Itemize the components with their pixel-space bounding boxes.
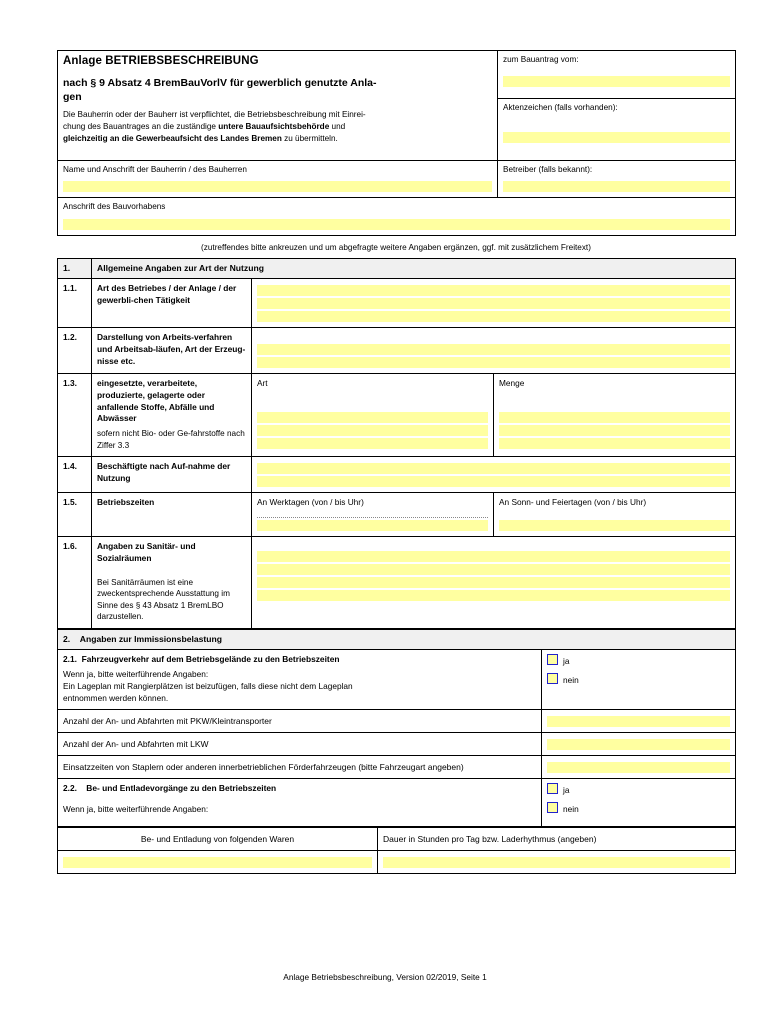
row-1-6-input-1[interactable] (257, 551, 730, 562)
section-1-title: Allgemeine Angaben zur Art der Nutzung (92, 259, 736, 279)
row-1-3-art-input-3[interactable] (257, 438, 488, 449)
row-2-1-lkw (58, 732, 736, 755)
row-lkw-label: Anzahl der An- und Abfahrten mit LKW (58, 732, 542, 755)
table-2-2-cell-waren (58, 850, 378, 873)
row-1-3-number: 1.3. (58, 374, 92, 457)
row-1-5-col-werktag (252, 493, 494, 537)
row-1-3-sublabel: sofern nicht Bio- oder Ge-fahrstoffe nach Ziffer 3.3 (97, 429, 245, 450)
section-2-table (57, 629, 736, 827)
row-2-2-question: 2.2. Be- und Entladevorgänge zu den Betriebszeiten (63, 782, 277, 793)
bauvorhaben-label: Anschrift des Bauvorhabens (63, 202, 166, 211)
checkbox-icon[interactable] (547, 654, 558, 665)
row-1-1-input-1[interactable] (257, 285, 730, 296)
row-1-3-menge-input-1[interactable] (499, 412, 730, 423)
row-2-2 (58, 778, 736, 826)
form-note: (zutreffendes bitte ankreuzen und um abgefragte weitere Angaben ergänzen, ggf. mit zusätzlichem Freitext) (201, 243, 591, 252)
aktenzeichen-cell (498, 99, 736, 161)
row-1-6-number: 1.6. (58, 537, 92, 628)
row-1-1-input-3[interactable] (257, 311, 730, 322)
row-2-1-hint: Wenn ja, bitte weiterführende Angaben: Ein Lageplan mit Rangierplätzen ist beizufügen, falls diese nicht dem Lageplan entnommen werden können. (63, 668, 353, 703)
section-1-table (57, 258, 736, 629)
row-1-5-werktag-input[interactable] (257, 520, 488, 531)
row-1-6 (58, 537, 736, 628)
row-pkw-label: Anzahl der An- und Abfahrten mit PKW/Kleintransporter (58, 709, 542, 732)
row-2-1-question-cell (58, 649, 542, 709)
row-1-3-col1-head: Art (257, 378, 268, 388)
row-1-5-col-sonntag (494, 493, 736, 537)
row-2-2-hint: Wenn ja, bitte weiterführende Angaben: (63, 803, 209, 814)
row-1-4-input-1[interactable] (257, 463, 730, 474)
row-stapler-input[interactable] (547, 762, 730, 773)
table-2-2-col1-head: Be- und Entladung von folgenden Waren (58, 827, 378, 850)
row-1-4-label: Beschäftigte nach Auf-nahme der Nutzung (92, 457, 252, 493)
row-2-1-options-cell (542, 649, 736, 709)
row-2-1-question: 2.1. Fahrzeugverkehr auf dem Betriebsgelände zu den Betriebszeiten (63, 653, 340, 664)
table-2-2-waren-input[interactable] (63, 857, 372, 868)
section-2-number: 2. (63, 633, 71, 644)
bauherr-label: Name und Anschrift der Bauherrin / des Bauherren (63, 165, 247, 174)
checkbox-icon[interactable] (547, 802, 558, 813)
row-1-3-menge-input-3[interactable] (499, 438, 730, 449)
row-1-2-input-2[interactable] (257, 357, 730, 368)
row-1-3-col2-head: Menge (499, 378, 525, 388)
row-stapler-field (542, 755, 736, 778)
row-1-4-number: 1.4. (58, 457, 92, 493)
table-2-2-row (58, 850, 736, 873)
bauvorhaben-cell (58, 198, 736, 236)
form-sheet (57, 50, 735, 874)
aktenzeichen-input[interactable] (503, 132, 730, 143)
row-lkw-field (542, 732, 736, 755)
row-1-3-art-input-1[interactable] (257, 412, 488, 423)
row-1-6-input-4[interactable] (257, 590, 730, 601)
row-lkw-input[interactable] (547, 739, 730, 750)
bauantrag-cell (498, 51, 736, 99)
row-1-6-label: Angaben zu Sanitär- und Sozialräumen Bei Sanitärräumen ist eine zweckentsprechende Ausstattung im Sinne des § 43 Absatz 1 BremLBO darzustellen. (92, 537, 252, 628)
bauherr-input[interactable] (63, 181, 492, 192)
row-1-5-col1-head: An Werktagen (von / bis Uhr) (257, 497, 488, 518)
form-title: Anlage BETRIEBSBESCHREIBUNG (63, 55, 259, 67)
row-2-1 (58, 649, 736, 709)
row-1-5-number: 1.5. (58, 493, 92, 537)
section-2-header (58, 629, 736, 649)
bauherr-cell (58, 161, 498, 198)
row-1-6-input-3[interactable] (257, 577, 730, 588)
row-2-1-pkw (58, 709, 736, 732)
row-1-3-art-input-2[interactable] (257, 425, 488, 436)
row-pkw-input[interactable] (547, 716, 730, 727)
page-footer: Anlage Betriebsbeschreibung, Version 02/2019, Seite 1 (283, 972, 487, 982)
table-2-2-dauer-input[interactable] (383, 857, 730, 868)
betreiber-cell (498, 161, 736, 198)
row-1-5-label: Betriebszeiten (92, 493, 252, 537)
section-2-2-table (57, 827, 736, 874)
row-1-4-fields (252, 457, 736, 493)
checkbox-icon[interactable] (547, 673, 558, 684)
row-1-4-input-2[interactable] (257, 476, 730, 487)
header-block (57, 50, 736, 236)
aktenzeichen-label: Aktenzeichen (falls vorhanden): (503, 103, 618, 112)
row-1-3-menge-input-2[interactable] (499, 425, 730, 436)
row-2-1-option-nein[interactable]: nein (547, 673, 730, 685)
row-1-5-sonntag-input[interactable] (499, 520, 730, 531)
row-1-3-label: eingesetzte, verarbeitete, produzierte, gelagerte oder anfallende Stoffe, Abfälle und Abwässer sofern nicht Bio- oder Ge-fahrstoffe nach Ziffer 3.3 (92, 374, 252, 457)
row-1-2-input-1[interactable] (257, 344, 730, 355)
row-1-4 (58, 457, 736, 493)
section-2-title: Angaben zur Immissionsbelastung (79, 633, 223, 644)
row-2-2-option-nein[interactable]: nein (547, 802, 730, 814)
row-1-5-col2-head: An Sonn- und Feiertagen (von / bis Uhr) (499, 497, 647, 508)
checkbox-icon[interactable] (547, 783, 558, 794)
form-subtitle: nach § 9 Absatz 4 BremBauVorlV für gewerblich genutzte Anla- gen (63, 77, 377, 104)
row-1-6-fields (252, 537, 736, 628)
section-1-number: 1. (58, 259, 92, 279)
row-1-1-label: Art des Betriebes / der Anlage / der gewerbli-chen Tätigkeit (92, 279, 252, 328)
form-intro: Die Bauherrin oder der Bauherr ist verpflichtet, die Betriebsbeschreibung mit Einrei- chung des Bauantrages an die zuständige untere Bauaufsichtsbehörde und gleichzeitig an die Gewerbeaufsicht des Landes Bremen zu übermitteln. (63, 110, 366, 143)
table-2-2-col2-head: Dauer in Stunden pro Tag bzw. Laderhythmus (angeben) (378, 827, 736, 850)
row-1-6-sublabel: Bei Sanitärräumen ist eine zweckentsprechende Ausstattung im Sinne des § 43 Absatz 1 BremLBO darzustellen. (97, 577, 230, 622)
table-2-2-cell-dauer (378, 850, 736, 873)
section-1-header (58, 259, 736, 279)
row-1-1-input-2[interactable] (257, 298, 730, 309)
bauvorhaben-input[interactable] (63, 219, 730, 230)
bauantrag-input[interactable] (503, 76, 730, 87)
table-2-2-header (58, 827, 736, 850)
row-1-5 (58, 493, 736, 537)
row-1-3-col-art (252, 374, 494, 457)
row-1-1 (58, 279, 736, 328)
row-1-2-number: 1.2. (58, 328, 92, 374)
row-stapler-label: Einsatzzeiten von Staplern oder anderen innerbetrieblichen Förderfahrzeugen (bitte Fahrzeugart angeben) (58, 755, 542, 778)
section-2-title-cell (58, 629, 736, 649)
row-1-2-label: Darstellung von Arbeits-verfahren und Arbeitsab-läufen, Art der Erzeug-nisse etc. (92, 328, 252, 374)
row-2-2-question-cell (58, 778, 542, 826)
row-1-2 (58, 328, 736, 374)
row-pkw-field (542, 709, 736, 732)
row-2-2-option-ja[interactable]: ja (547, 783, 730, 795)
header-title-cell (58, 51, 498, 161)
row-2-1-option-ja[interactable]: ja (547, 654, 730, 666)
row-1-2-fields (252, 328, 736, 374)
row-1-6-input-2[interactable] (257, 564, 730, 575)
betreiber-input[interactable] (503, 181, 730, 192)
row-1-1-fields (252, 279, 736, 328)
row-2-2-options-cell (542, 778, 736, 826)
betreiber-label: Betreiber (falls bekannt): (503, 165, 593, 174)
row-2-1-stapler (58, 755, 736, 778)
bauantrag-label: zum Bauantrag vom: (503, 55, 579, 64)
row-1-1-number: 1.1. (58, 279, 92, 328)
row-1-3-col-menge (494, 374, 736, 457)
row-1-3 (58, 374, 736, 457)
